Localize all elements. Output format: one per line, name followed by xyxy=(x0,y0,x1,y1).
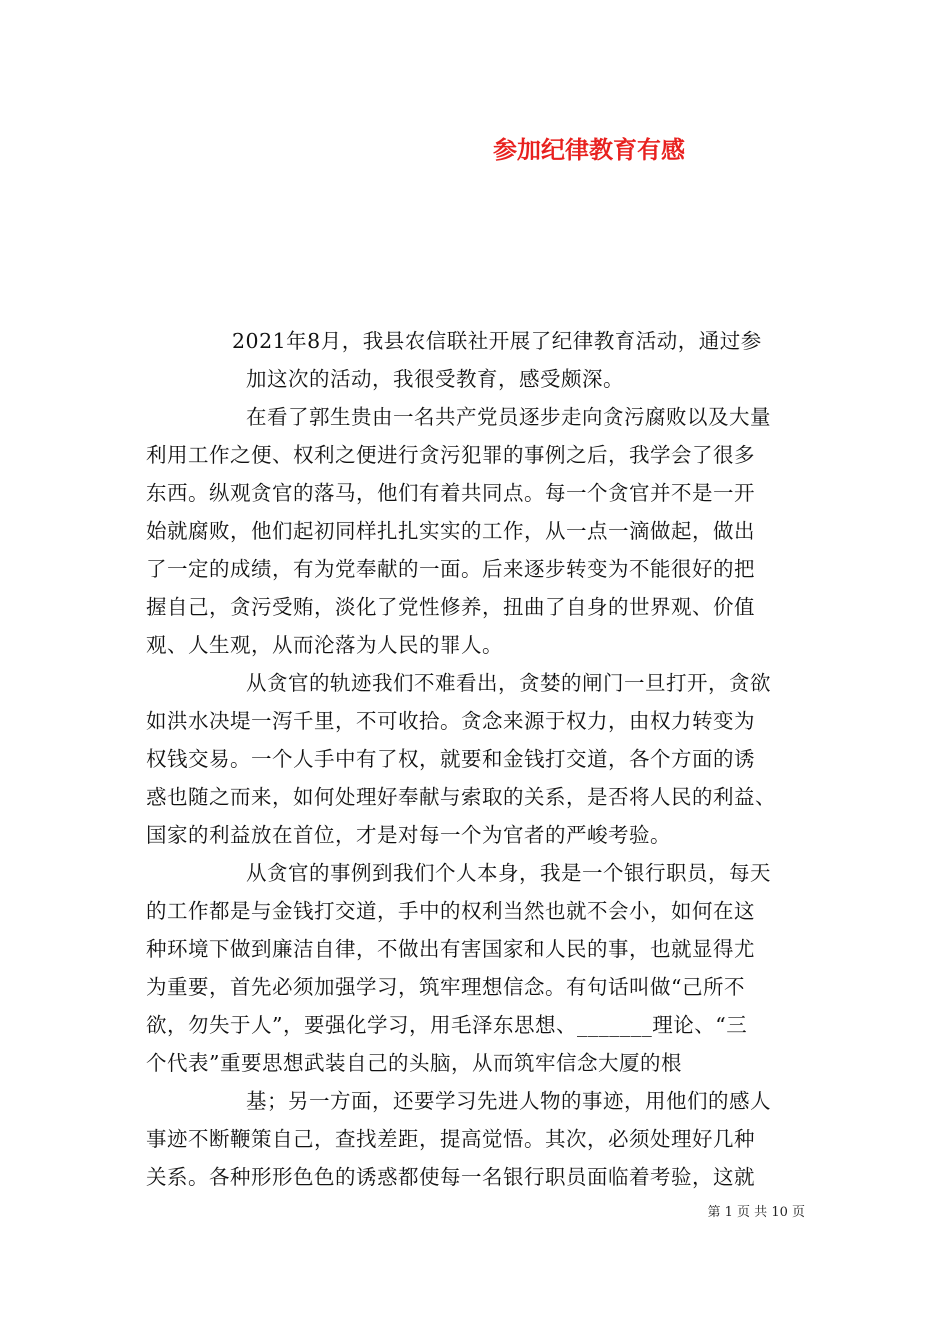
paragraph-line: 东西。纵观贪官的落马，他们有着共同点。每一个贪官并不是一开 xyxy=(146,481,755,505)
paragraph-line: 从贪官的事例到我们个人本身，我是一个银行职员，每天 xyxy=(246,861,771,885)
paragraph-line: 个代表”重要思想武装自己的头脑，从而筑牢信念大厦的根 xyxy=(146,1051,682,1075)
paragraph-line: 握自己，贪污受贿，淡化了党性修养，扭曲了自身的世界观、价值 xyxy=(146,595,755,619)
paragraph-line: 加这次的活动，我很受教育，感受颇深。 xyxy=(246,367,624,391)
paragraph-line: 在看了郭生贵由一名共产党员逐步走向贪污腐败以及大量 xyxy=(246,405,771,429)
paragraph-line: 关系。各种形形色色的诱惑都使每一名银行职员面临着考验，这就 xyxy=(146,1165,755,1189)
paragraph-line: 如洪水决堤一泻千里，不可收拾。贪念来源于权力，由权力转变为 xyxy=(146,709,755,733)
page-number-footer: 第 1 页 共 10 页 xyxy=(707,1205,805,1220)
paragraph-line: 利用工作之便、权利之便进行贪污犯罪的事例之后，我学会了很多 xyxy=(146,443,755,467)
paragraph-line: 事迹不断鞭策自己，查找差距，提高觉悟。其次，必须处理好几种 xyxy=(146,1127,755,1151)
paragraph-line: 从贪官的轨迹我们不难看出，贪婪的闸门一旦打开，贪欲 xyxy=(246,671,771,695)
paragraph-line: 了一定的成绩，有为党奉献的一面。后来逐步转变为不能很好的把 xyxy=(146,557,755,581)
paragraph-line: 始就腐败，他们起初同样扎扎实实的工作，从一点一滴做起，做出 xyxy=(146,519,755,543)
paragraph-line: 权钱交易。一个人手中有了权，就要和金钱打交道，各个方面的诱 xyxy=(146,747,755,771)
paragraph-line: 惑也随之而来，如何处理好奉献与索取的关系，是否将人民的利益、 xyxy=(146,785,776,809)
paragraph-line: 2021年8月，我县农信联社开展了纪律教育活动，通过参 xyxy=(232,329,762,353)
paragraph-line: 基；另一方面，还要学习先进人物的事迹，用他们的感人 xyxy=(246,1089,771,1113)
paragraph-line: 的工作都是与金钱打交道，手中的权利当然也就不会小，如何在这 xyxy=(146,899,755,923)
document-title: 参加纪律教育有感 xyxy=(493,136,685,164)
paragraph-line: 国家的利益放在首位，才是对每一个为官者的严峻考验。 xyxy=(146,823,671,847)
paragraph-line: 种环境下做到廉洁自律，不做出有害国家和人民的事，也就显得尤 xyxy=(146,937,755,961)
paragraph-line: 欲，勿失于人”，要强化学习，用毛泽东思想、_______理论、“三 xyxy=(146,1013,748,1037)
paragraph-line: 观、人生观，从而沦落为人民的罪人。 xyxy=(146,633,503,657)
paragraph-line: 为重要，首先必须加强学习，筑牢理想信念。有句话叫做“己所不 xyxy=(146,975,745,999)
